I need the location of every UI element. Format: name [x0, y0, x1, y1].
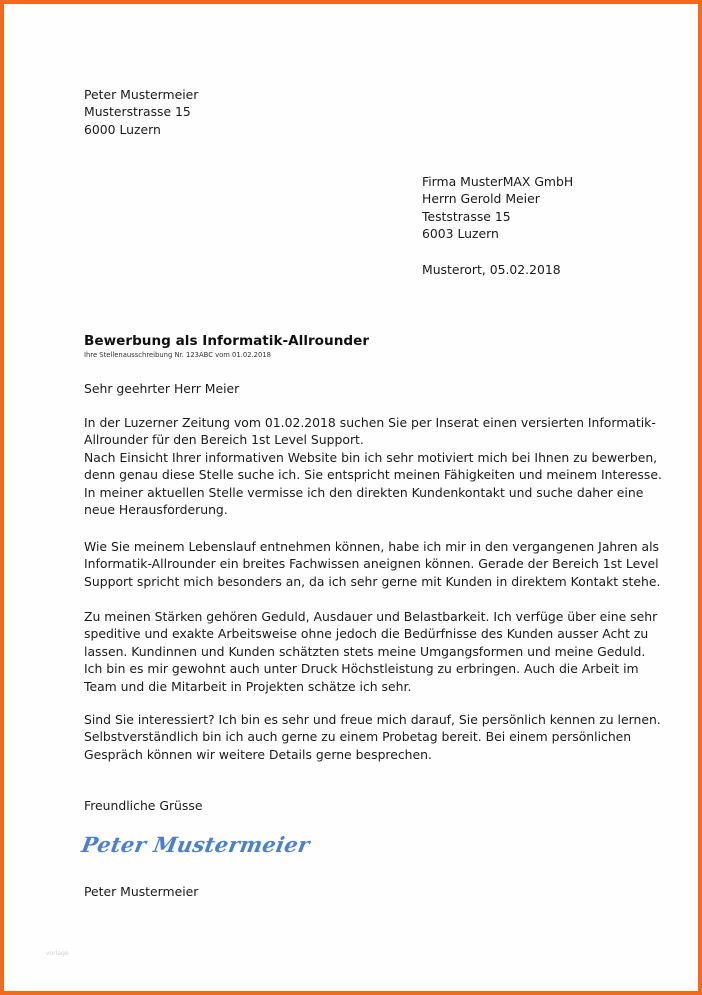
handwritten-signature: Peter Mustermeier	[79, 832, 312, 857]
paragraph-line: In der Luzerner Zeitung vom 01.02.2018 suchen Sie per Inserat einen versierten Informatik-	[84, 415, 656, 430]
salutation: Sehr geehrter Herr Meier	[84, 381, 240, 396]
paragraph-line: Wie Sie meinem Lebenslauf entnehmen können, habe ich mir in den vergangenen Jahren als	[84, 539, 659, 554]
paragraph-line: Selbstverständlich bin ich auch gerne zu einem Probetag bereit. Bei einem persönlichen	[84, 729, 632, 745]
sender-city: 6000 Luzern	[84, 121, 161, 137]
sender-name: Peter Mustermeier	[84, 87, 199, 102]
letter-page	[8, 8, 694, 987]
paragraph-line: Team und die Mitarbeit in Projekten schätze ich sehr.	[84, 678, 412, 694]
sender-address	[84, 86, 198, 138]
paragraph-line: Zu meinen Stärken gehören Geduld, Ausdauer und Belastbarkeit. Ich verfüge über eine sehr	[84, 609, 658, 624]
recipient-address	[422, 173, 573, 243]
paragraph-line: speditive und exakte Arbeitsweise ohne jedoch die Bedürfnisse des Kunden ausser Acht zu	[84, 626, 649, 642]
paragraph-line: Ich bin es mir gewohnt auch unter Druck Höchstleistung zu erbringen. Auch die Arbeit im	[84, 661, 639, 677]
paragraph-1	[84, 414, 662, 518]
recipient-city: 6003 Luzern	[422, 226, 499, 242]
paragraph-line: neue Herausforderung.	[84, 502, 228, 518]
paragraph-line: denn genau diese Stelle suche ich. Sie entspricht meinen Fähigkeiten und meinem Interesse.	[84, 467, 662, 483]
paragraph-line: In meiner aktuellen Stelle vermisse ich den direkten Kundenkontakt und suche daher eine	[84, 484, 644, 500]
paragraph-line: Informatik-Allrounder ein breites Fachwissen aneignen können. Gerade der Bereich 1st Level	[84, 556, 659, 572]
closing: Freundliche Grüsse	[84, 798, 203, 813]
paragraph-4	[84, 711, 661, 763]
recipient-contact: Herrn Gerold Meier	[422, 191, 540, 207]
paragraph-line: Sind Sie interessiert? Ich bin es sehr und freue mich darauf, Sie persönlich kennen zu lernen.	[84, 712, 661, 727]
watermark: vorlage	[46, 950, 69, 957]
reference-line: Ihre Stellenausschreibung Nr. 123ABC vom 01.02.2018	[84, 351, 271, 359]
recipient-street: Teststrasse 15	[422, 208, 511, 224]
paragraph-line: Nach Einsicht Ihrer informativen Website bin ich sehr motiviert mich bei Ihnen zu bewerben,	[84, 449, 658, 465]
paragraph-line: Allrounder für den Bereich 1st Level Support.	[84, 432, 364, 448]
signature-printed-name: Peter Mustermeier	[84, 884, 199, 899]
paragraph-2	[84, 538, 660, 590]
date-line: Musterort, 05.02.2018	[422, 262, 561, 277]
recipient-company: Firma MusterMAX GmbH	[422, 174, 574, 189]
sender-street: Musterstrasse 15	[84, 104, 191, 120]
paragraph-3	[84, 608, 657, 695]
paragraph-line: lassen. Kundinnen und Kunden schätzten stets meine Umgangsformen und meine Geduld.	[84, 643, 646, 659]
subject-heading: Bewerbung als Informatik-Allrounder	[84, 333, 370, 349]
paragraph-line: Support spricht mich besonders an, da ich sehr gerne mit Kunden in direktem Kontakt stehe.	[84, 573, 661, 589]
paragraph-line: Gespräch können wir weitere Details gerne besprechen.	[84, 746, 432, 762]
